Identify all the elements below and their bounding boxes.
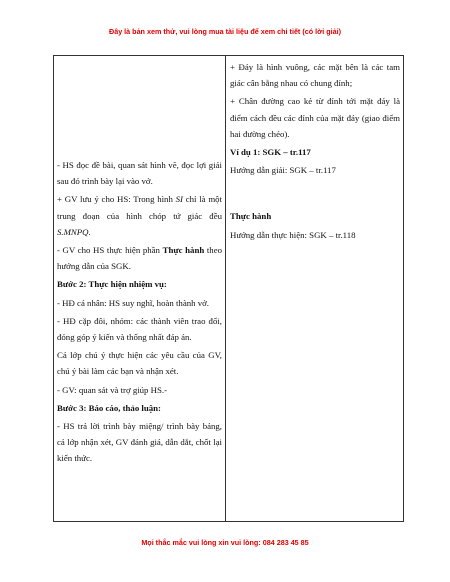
lesson-table [53,55,404,522]
step-heading: Bước 3: Báo cáo, thảo luận: [57,402,161,413]
bold-text: Thực hành [162,245,205,256]
text: . [88,226,91,237]
text: - GV cho HS thực hiện phần [57,245,163,256]
example-heading: Ví dụ 1: SGK – tr.117 [230,147,311,158]
teacher-student-activity-column [54,56,226,521]
paragraph: - GV: quan sát và trợ giúp HS.- [57,384,168,395]
paragraph: + Đáy là hình vuông, các mặt bên là các tam giác cân bằng nhau có chung đỉnh; [230,62,400,89]
paragraph [57,242,222,274]
lesson-content-column [226,56,403,521]
paragraph: Hướng dẫn giải: SGK – tr.117 [230,165,336,176]
paragraph [57,191,222,240]
step-heading: Bước 2: Thực hiện nhiệm vụ: [57,279,167,290]
preview-notice-banner: Đây là bản xem thử, vui lòng mua tài liệu để xem chi tiết (có lời giải) [109,27,341,36]
math-variable: S.MNPQ [57,226,89,237]
paragraph: - HĐ cặp đôi, nhóm: các thành viên trao đổi, đóng góp ý kiến và thống nhất đáp án. [57,315,222,343]
text: + GV lưu ý cho HS: Trong hình [57,194,176,205]
paragraph: Hướng dẫn thực hiện: SGK – tr.118 [230,229,356,240]
text: chỉ là một trung đoạn của hình chóp tứ giác đều [57,194,222,221]
text: theo hướng dẫn của SGK. [57,245,223,272]
paragraph: Cả lớp chú ý thực hiện các yêu cầu của GV, chú ý bài làm các bạn và nhận xét. [57,350,222,377]
paragraph: - HS trả lời trình bày miệng/ trình bày bảng, cả lớp nhận xét, GV đánh giá, dẫn dắt, chốt lại kiến thức. [57,421,222,464]
contact-notice-banner: Mọi thắc mắc vui lòng xin vui lòng: 084 283 45 85 [141,538,309,547]
paragraph: - HS đọc đề bài, quan sát hình vẽ, đọc lợi giải sau đó trình bày lại vào vở. [57,160,222,187]
paragraph: + Chân đường cao kẻ từ đỉnh tới mặt đáy là điểm cách đều các đỉnh của mặt đáy (giao điểm hai đường chéo). [230,96,400,139]
math-variable: SI [175,194,183,205]
paragraph: - HĐ cá nhân: HS suy nghĩ, hoàn thành vở. [57,297,209,308]
practice-heading: Thực hành [230,211,272,222]
